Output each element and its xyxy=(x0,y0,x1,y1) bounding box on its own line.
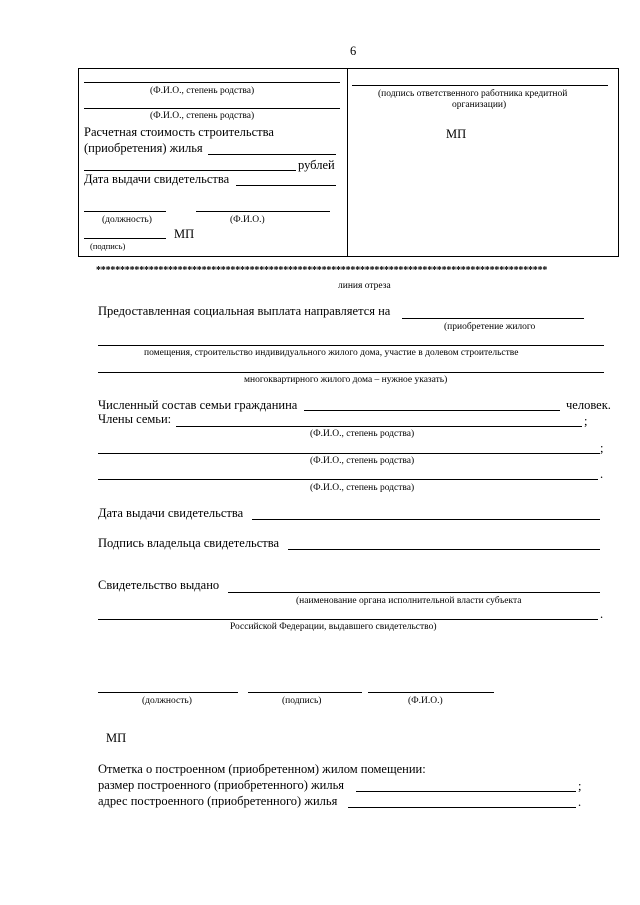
fio-hint-2: (Ф.И.О., степень родства) xyxy=(150,111,255,121)
issue-date-label-top: Дата выдачи свидетельства xyxy=(84,172,230,186)
family-member-line-2[interactable] xyxy=(98,453,600,454)
issued-by-line-2[interactable] xyxy=(98,619,598,620)
housing-address-end: . xyxy=(578,795,582,809)
mp-stamp-bottom: МП xyxy=(106,731,127,745)
fio-line-1[interactable] xyxy=(84,82,340,83)
family-member-line-1[interactable] xyxy=(176,426,582,427)
issue-date-label: Дата выдачи свидетельства xyxy=(98,506,244,520)
cut-line-stars: ********************************************************************************************** xyxy=(96,265,548,276)
housing-title: Отметка о построенном (приобретенном) жилом помещении: xyxy=(98,762,426,776)
issued-by-end: . xyxy=(600,607,604,621)
position-line[interactable] xyxy=(84,211,166,212)
bottom-fio-line[interactable] xyxy=(368,692,494,693)
family-member-end-3: . xyxy=(600,467,604,481)
payment-hint-3: многоквартирного жилого дома – нужное указать) xyxy=(244,375,448,385)
family-member-hint-3: (Ф.И.О., степень родства) xyxy=(310,483,415,493)
fio-hint-1: (Ф.И.О., степень родства) xyxy=(150,86,255,96)
family-member-end-1: ; xyxy=(584,414,588,428)
family-count-unit: человек. xyxy=(566,398,611,412)
issue-date-line-top[interactable] xyxy=(236,185,336,186)
mp-stamp-top-right: МП xyxy=(446,127,467,141)
signature-line-top[interactable] xyxy=(84,238,166,239)
issued-by-hint-1: (наименование органа исполнительной власти субъекта xyxy=(296,596,522,606)
housing-size-line[interactable] xyxy=(356,791,576,792)
fio-hint-3: (Ф.И.О.) xyxy=(230,215,265,225)
bottom-position-hint: (должность) xyxy=(142,696,192,706)
bank-signature-hint-1: (подпись ответственного работника кредитной xyxy=(378,89,568,99)
payment-line-2[interactable] xyxy=(98,345,604,346)
issue-date-line[interactable] xyxy=(252,519,600,520)
housing-size-label: размер построенного (приобретенного) жилья xyxy=(98,778,345,792)
payment-line-3[interactable] xyxy=(98,372,604,373)
cost-line-2[interactable] xyxy=(84,170,296,171)
fio-line-2[interactable] xyxy=(84,108,340,109)
rub-label: рублей xyxy=(298,158,335,172)
bottom-fio-hint: (Ф.И.О.) xyxy=(408,696,443,706)
mp-stamp-top-left: МП xyxy=(174,227,195,241)
bank-signature-hint-2: организации) xyxy=(452,100,507,110)
family-count-line[interactable] xyxy=(304,410,560,411)
housing-address-line[interactable] xyxy=(348,807,576,808)
bottom-signature-line[interactable] xyxy=(248,692,362,693)
page-number: 6 xyxy=(350,44,357,58)
family-member-hint-2: (Ф.И.О., степень родства) xyxy=(310,456,415,466)
fio-line-3[interactable] xyxy=(196,211,330,212)
position-hint: (должность) xyxy=(102,215,152,225)
family-count-label: Численный состав семьи гражданина xyxy=(98,398,298,412)
payment-hint-2: помещения, строительство индивидуального жилого дома, участие в долевом строительстве xyxy=(144,348,519,358)
bank-signature-line[interactable] xyxy=(352,85,608,86)
payment-hint-1: (приобретение жилого xyxy=(444,322,536,332)
cost-line[interactable] xyxy=(208,154,336,155)
family-member-hint-1: (Ф.И.О., степень родства) xyxy=(310,429,415,439)
issued-by-line-1[interactable] xyxy=(228,592,600,593)
family-members-label: Члены семьи: xyxy=(98,412,172,426)
cut-line-label: линия отреза xyxy=(338,281,391,291)
family-member-end-2: ; xyxy=(600,441,604,455)
issued-by-hint-2: Российской Федерации, выдавшего свидетельство) xyxy=(230,622,437,632)
cost-label-2: (приобретения) жилья xyxy=(84,141,203,155)
bottom-position-line[interactable] xyxy=(98,692,238,693)
family-member-line-3[interactable] xyxy=(98,479,598,480)
housing-size-end: ; xyxy=(578,779,582,793)
owner-signature-line[interactable] xyxy=(288,549,600,550)
owner-signature-label: Подпись владельца свидетельства xyxy=(98,536,280,550)
bottom-signature-hint: (подпись) xyxy=(282,696,322,706)
payment-line-1[interactable] xyxy=(402,318,584,319)
cost-label-1: Расчетная стоимость строительства xyxy=(84,125,274,139)
payment-label: Предоставленная социальная выплата направляется на xyxy=(98,304,391,318)
signature-hint-top: (подпись) xyxy=(90,241,126,251)
housing-address-label: адрес построенного (приобретенного) жилья xyxy=(98,794,338,808)
issued-by-label: Свидетельство выдано xyxy=(98,578,220,592)
